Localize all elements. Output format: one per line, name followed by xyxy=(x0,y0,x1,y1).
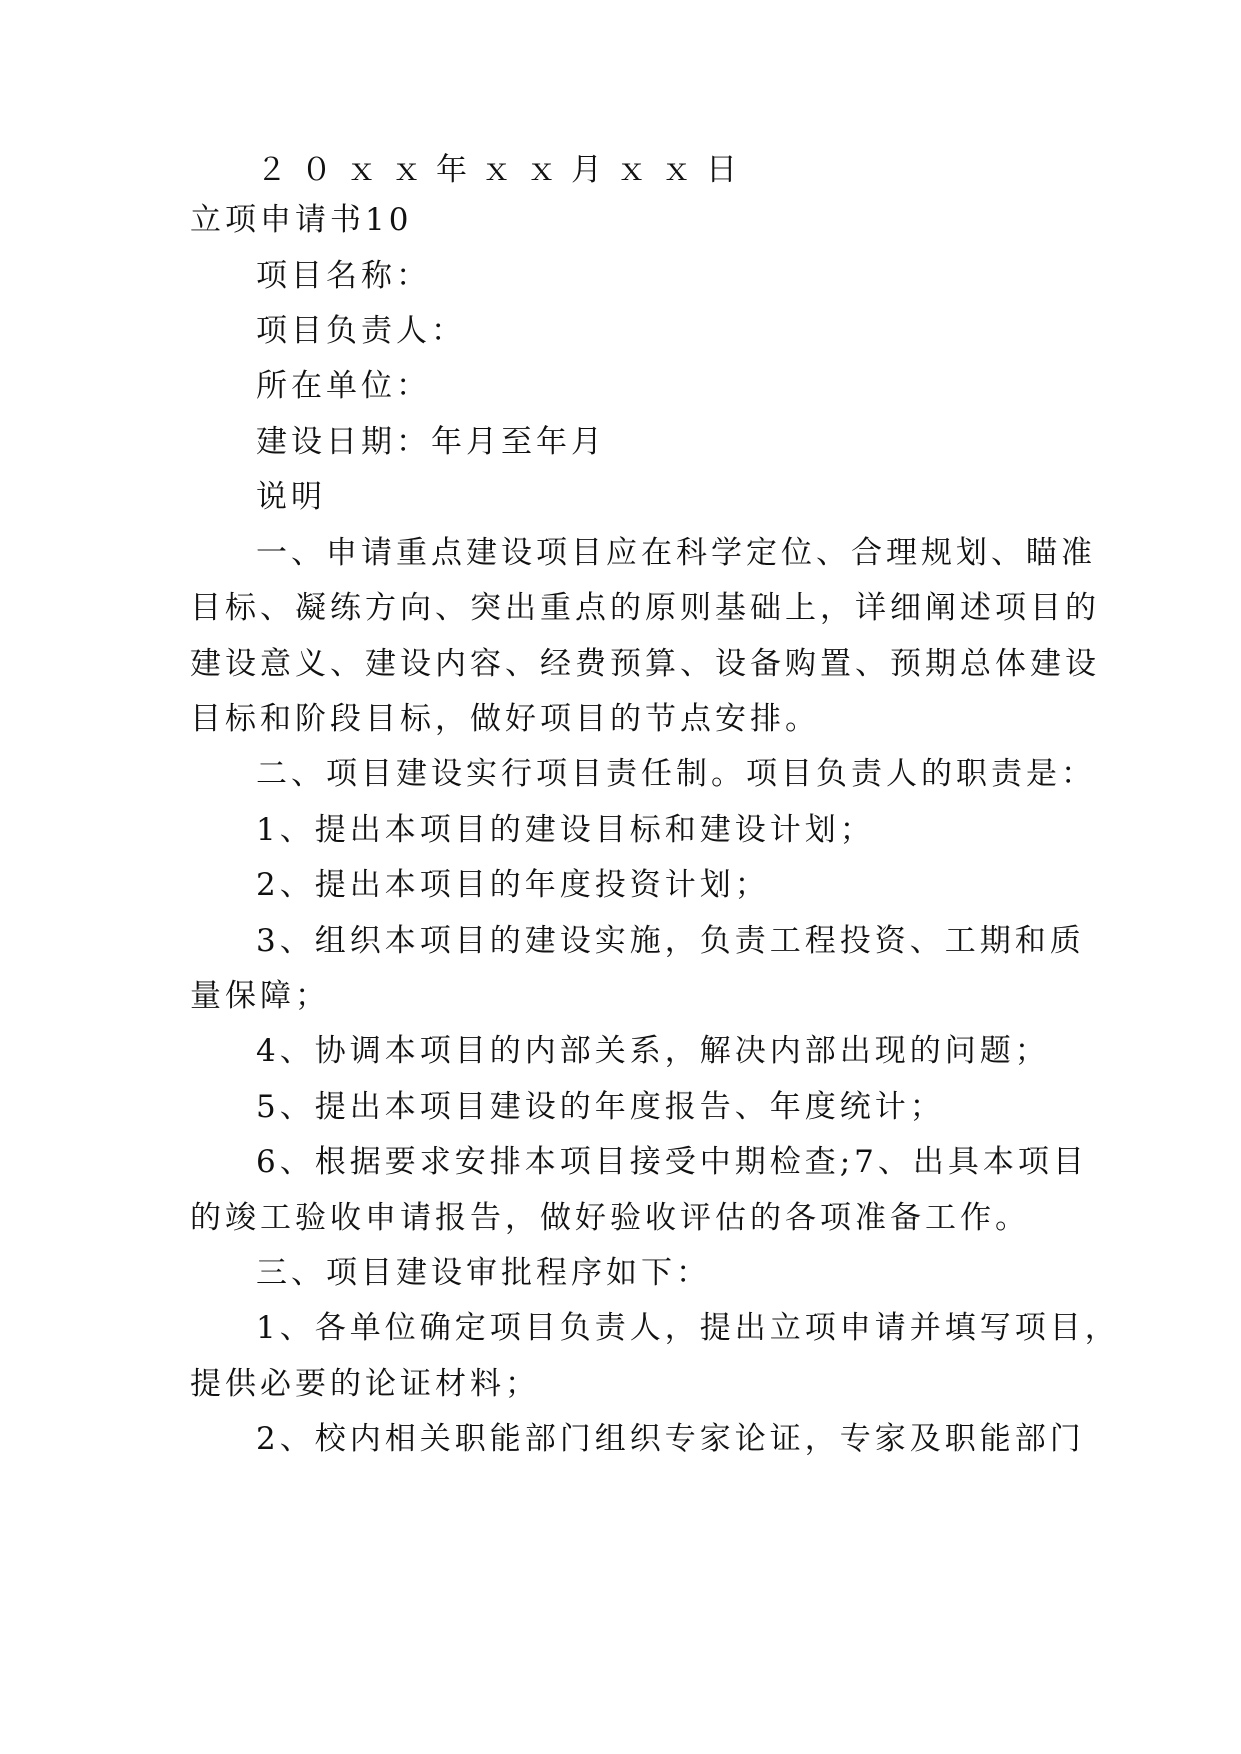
section1-line: 一、申请重点建设项目应在科学定位、合理规划、瞄准 xyxy=(256,535,1096,571)
section2-item: 的竣工验收申请报告，做好验收评估的各项准备工作。 xyxy=(190,1200,1030,1236)
notes-heading: 说明 xyxy=(256,479,326,515)
section2-item: 6、根据要求安排本项目接受中期检查;7、出具本项目 xyxy=(256,1144,1088,1180)
section2-item: 3、组织本项目的建设实施，负责工程投资、工期和质 xyxy=(256,923,1085,959)
section1-line: 目标和阶段目标，做好项目的节点安排。 xyxy=(190,701,820,737)
section1-line: 建设意义、建设内容、经费预算、设备购置、预期总体建设 xyxy=(190,646,1100,682)
section2-item: 2、提出本项目的年度投资计划； xyxy=(256,867,770,903)
section2-item: 1、提出本项目的建设目标和建设计划； xyxy=(256,812,875,848)
section3-item: 2、校内相关职能部门组织专家论证，专家及职能部门 xyxy=(256,1421,1085,1457)
section3-heading: 三、项目建设审批程序如下： xyxy=(256,1255,711,1291)
field-build-date: 建设日期：年月至年月 xyxy=(256,424,606,460)
field-project-leader: 项目负责人： xyxy=(256,313,466,349)
section3-item: 1、各单位确定项目负责人，提出立项申请并填写项目， xyxy=(256,1310,1120,1346)
section2-item: 5、提出本项目建设的年度报告、年度统计； xyxy=(256,1089,945,1125)
section1-line: 目标、凝练方向、突出重点的原则基础上，详细阐述项目的 xyxy=(190,590,1100,626)
document-title: 立项申请书10 xyxy=(190,202,413,238)
field-unit: 所在单位： xyxy=(256,368,431,404)
section2-heading: 二、项目建设实行项目责任制。项目负责人的职责是： xyxy=(256,756,1096,792)
section3-item: 提供必要的论证材料； xyxy=(190,1366,540,1402)
section2-item: 4、协调本项目的内部关系，解决内部出现的问题； xyxy=(256,1033,1050,1069)
document-date: ２０ｘｘ年ｘｘ月ｘｘ日 xyxy=(256,152,751,188)
field-project-name: 项目名称： xyxy=(256,258,431,294)
section2-item: 量保障； xyxy=(190,978,330,1014)
